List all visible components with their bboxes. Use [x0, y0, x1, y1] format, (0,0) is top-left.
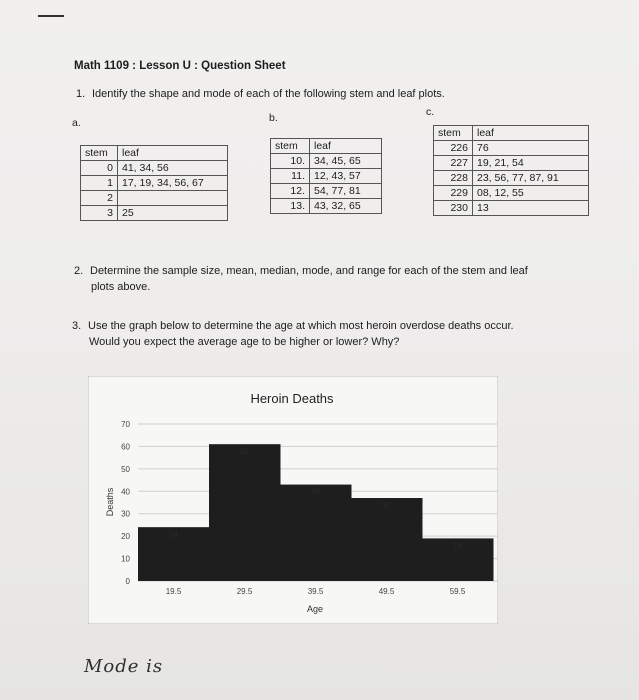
stem-cell: 2 [81, 191, 118, 206]
leaf-cell: 23, 56, 77, 87, 91 [473, 171, 589, 186]
stem-cell: 230 [434, 201, 473, 216]
label-b: b. [269, 112, 278, 124]
top-divider [38, 15, 64, 17]
y-tick-label: 50 [121, 464, 130, 474]
stem-header: stem [271, 139, 310, 154]
y-tick-label: 60 [121, 442, 130, 452]
table-header-row [434, 126, 589, 141]
table-row [434, 171, 589, 186]
question-3 [72, 318, 602, 350]
x-tick-label: 19.5 [165, 587, 182, 596]
label-c: c. [426, 106, 435, 118]
handwritten-answer: Mode is [84, 656, 164, 677]
leaf-cell: 76 [473, 141, 589, 156]
leaf-cell [118, 191, 228, 206]
question-1-number: 1. [76, 88, 86, 100]
question-3-number: 3. [72, 320, 82, 332]
bar-value-label: 61 [240, 447, 249, 457]
question-2-line-2: plots above. [91, 281, 151, 293]
question-3-line-2: Would you expect the average age to be higher or lower? Why? [89, 336, 400, 348]
y-tick-label: 30 [121, 509, 130, 519]
leaf-cell: 17, 19, 34, 56, 67 [118, 176, 228, 191]
table-row [434, 186, 589, 201]
table-row [271, 169, 382, 184]
table-header-row [81, 146, 228, 161]
histogram-bar [351, 498, 423, 581]
table-row [434, 201, 589, 216]
stem-leaf-plot-c [433, 125, 589, 216]
bar-value-label: 43 [311, 487, 320, 497]
leaf-cell: 41, 34, 56 [118, 161, 228, 176]
question-1-text: Identify the shape and mode of each of the following stem and leaf plots. [92, 88, 445, 100]
y-axis-label: Deaths [105, 487, 115, 517]
page-title: Math 1109 : Lesson U : Question Sheet [74, 60, 286, 72]
bar-value-label: 37 [382, 501, 391, 511]
table-row [434, 141, 589, 156]
table-row [271, 184, 382, 199]
leaf-cell: 08, 12, 55 [473, 186, 589, 201]
y-tick-label: 10 [121, 554, 130, 564]
leaf-cell: 12, 43, 57 [310, 169, 382, 184]
stem-cell: 229 [434, 186, 473, 201]
table-row [81, 176, 228, 191]
stem-cell: 227 [434, 156, 473, 171]
stem-cell: 10. [271, 154, 310, 169]
chart-svg [88, 376, 498, 624]
stem-cell: 11. [271, 169, 310, 184]
table-row [81, 161, 228, 176]
x-tick-label: 59.5 [449, 587, 466, 596]
leaf-header: leaf [118, 146, 228, 161]
y-tick-label: 0 [125, 577, 130, 586]
table-row [81, 206, 228, 221]
stem-cell: 1 [81, 176, 118, 191]
stem-leaf-plot-b [270, 138, 382, 214]
leaf-header: leaf [310, 139, 382, 154]
y-tick-label: 40 [121, 487, 130, 497]
x-tick-label: 49.5 [378, 587, 395, 596]
bar-value-label: 19 [453, 541, 462, 551]
leaf-cell: 25 [118, 206, 228, 221]
table-row [434, 156, 589, 171]
table-header-row [271, 139, 382, 154]
y-tick-label: 70 [121, 420, 130, 429]
stem-cell: 3 [81, 206, 118, 221]
y-tick-label: 20 [121, 532, 130, 542]
label-a: a. [72, 117, 81, 129]
leaf-cell: 13 [473, 201, 589, 216]
stem-cell: 228 [434, 171, 473, 186]
question-3-line-1: Use the graph below to determine the age at which most heroin overdose deaths occur. [88, 320, 514, 332]
table-row [271, 199, 382, 214]
x-tick-label: 39.5 [307, 587, 324, 596]
histogram-bar [209, 444, 281, 581]
stem-cell: 226 [434, 141, 473, 156]
table-row [81, 191, 228, 206]
stem-header: stem [434, 126, 473, 141]
leaf-cell: 43, 32, 65 [310, 199, 382, 214]
question-2 [74, 263, 594, 295]
heroin-deaths-chart [88, 376, 498, 624]
leaf-cell: 34, 45, 65 [310, 154, 382, 169]
stem-cell: 13. [271, 199, 310, 214]
table-row [271, 154, 382, 169]
stem-header: stem [81, 146, 118, 161]
chart-title: Heroin Deaths [250, 391, 334, 406]
leaf-cell: 54, 77, 81 [310, 184, 382, 199]
stem-cell: 12. [271, 184, 310, 199]
bar-value-label: 24 [169, 530, 178, 540]
question-2-number: 2. [74, 265, 84, 277]
leaf-header: leaf [473, 126, 589, 141]
x-axis-label: Age [306, 604, 324, 614]
histogram-bar [280, 485, 352, 581]
x-tick-label: 29.5 [236, 587, 253, 596]
stem-cell: 0 [81, 161, 118, 176]
leaf-cell: 19, 21, 54 [473, 156, 589, 171]
stem-leaf-plot-a [80, 145, 228, 221]
question-2-line-1: Determine the sample size, mean, median, mode, and range for each of the stem and leaf [90, 265, 528, 277]
question-1 [76, 86, 445, 102]
